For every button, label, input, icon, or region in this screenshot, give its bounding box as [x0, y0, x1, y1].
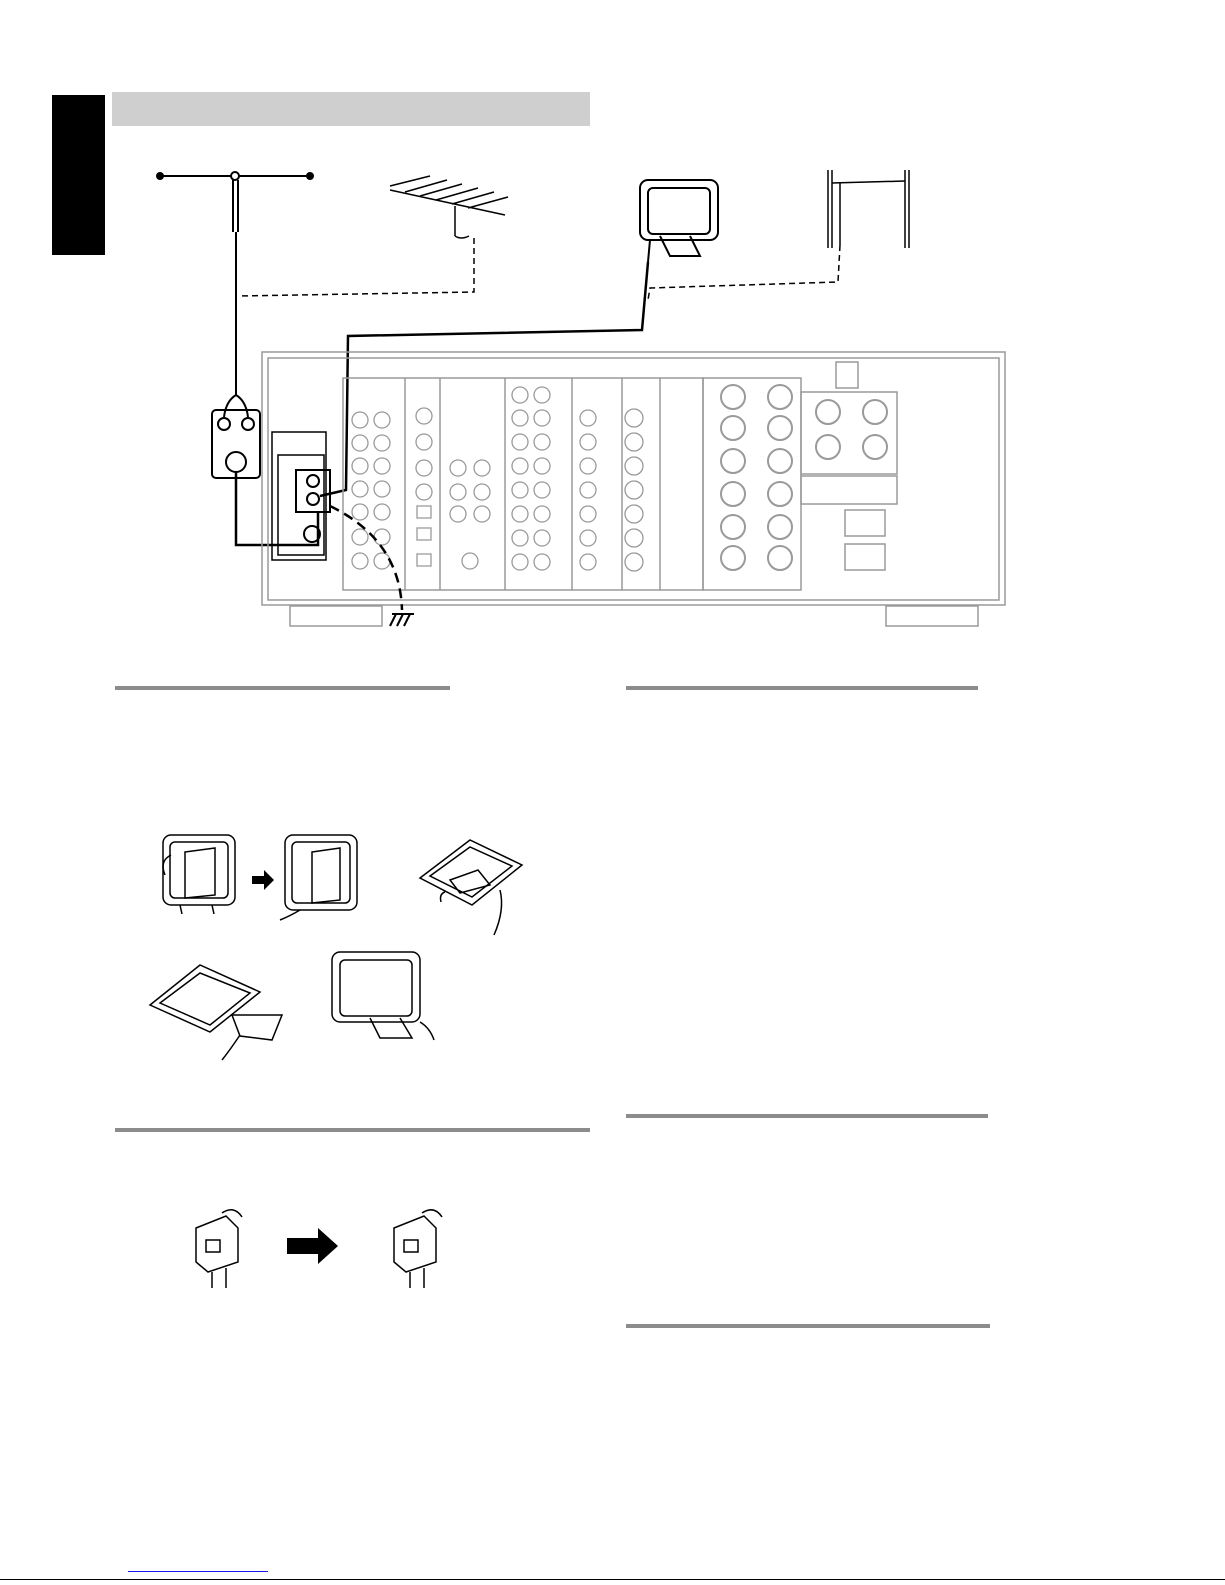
- arrow-right-icon-small: [252, 870, 274, 890]
- rear-panel-jacks: [352, 387, 643, 571]
- antenna-connection-diagram: [0, 0, 1225, 660]
- adapter-cable: [236, 472, 318, 545]
- footer-link-underline[interactable]: [128, 1571, 268, 1572]
- ground-symbol-icon: [390, 614, 414, 626]
- ground-cable: [330, 506, 402, 610]
- am-loop-antenna-icon: [640, 180, 718, 262]
- arrow-right-icon: [287, 1228, 338, 1264]
- loop-step-4-icon: [150, 965, 282, 1060]
- loop-step-1-icon: [163, 835, 235, 914]
- section-rule-right-top: [626, 686, 978, 690]
- section-rule-left-bottom: [115, 1128, 590, 1132]
- speaker-terminals: [721, 385, 887, 570]
- fm-dipole-antenna-icon: [157, 172, 313, 395]
- am-wire-antenna-icon: [828, 170, 909, 248]
- antenna-adapter-icon: [212, 395, 260, 478]
- connector-before-icon: [196, 1210, 242, 1288]
- fm-outdoor-cable: [238, 238, 474, 296]
- section-rule-right-mid: [626, 1114, 988, 1118]
- am-wire-cable: [648, 245, 840, 300]
- loop-step-2-icon: [280, 835, 357, 920]
- loop-step-5-icon: [332, 952, 434, 1040]
- page-bottom-border: [0, 1579, 1225, 1580]
- loop-step-3-icon: [420, 840, 522, 935]
- connector-after-icon: [394, 1210, 442, 1288]
- section-rule-right-bottom: [626, 1324, 990, 1328]
- fm-outdoor-antenna-icon: [390, 176, 508, 238]
- section-rule-left-top: [115, 686, 450, 690]
